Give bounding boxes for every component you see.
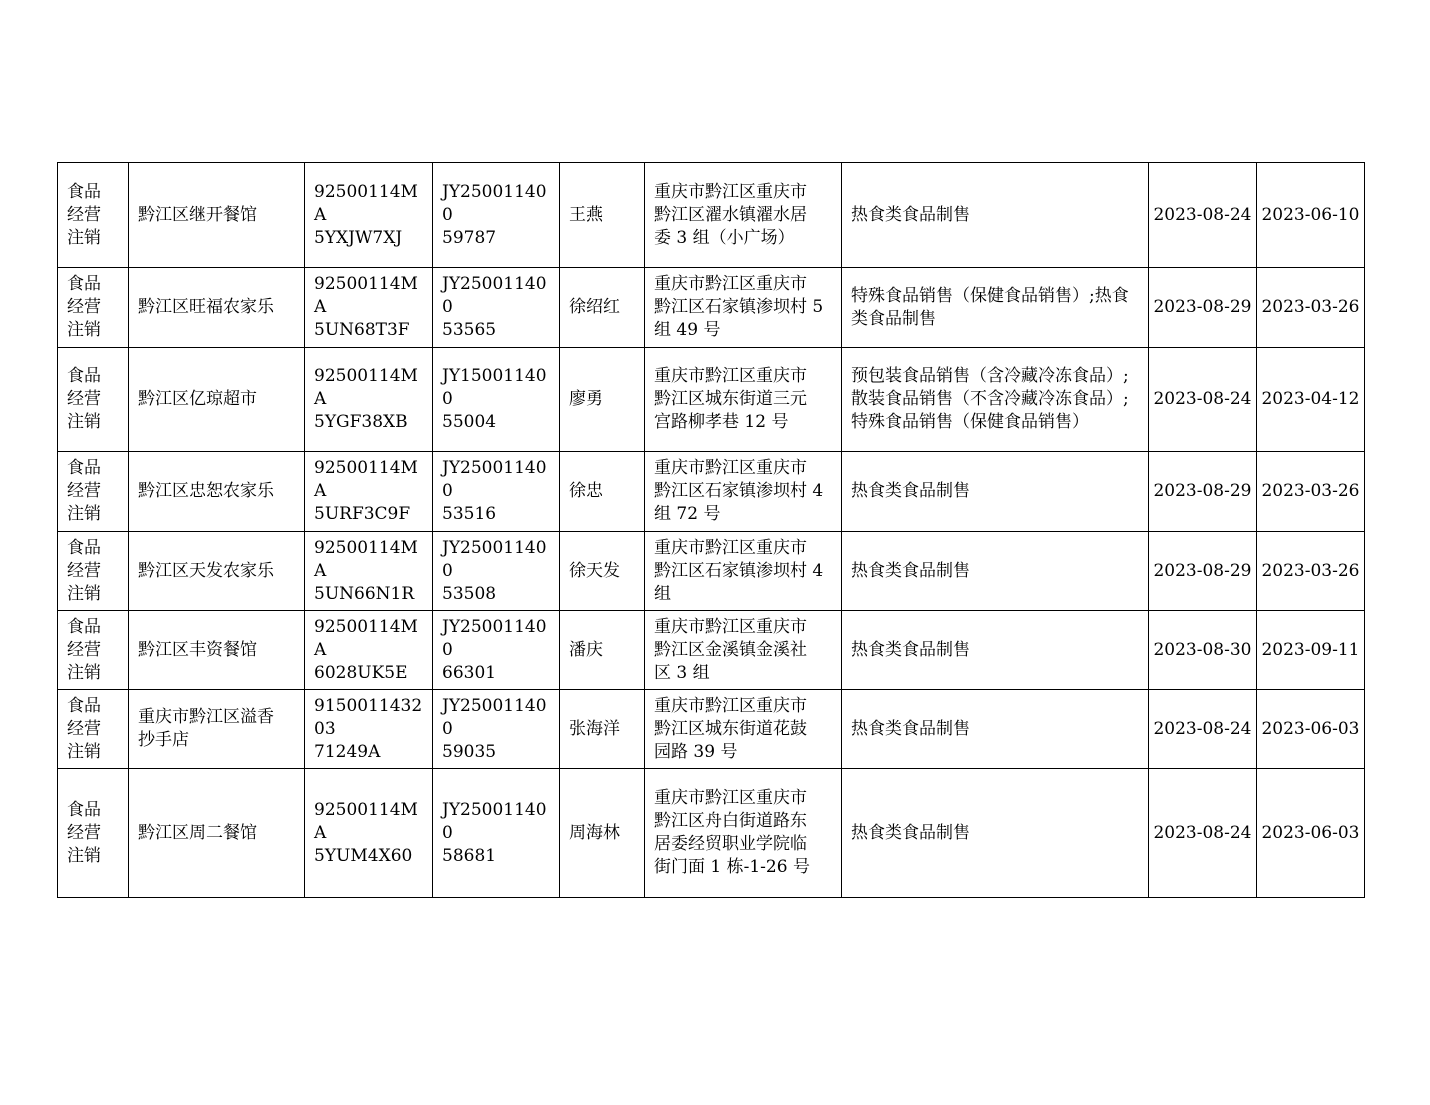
cell-type: 食品 经营 注销 (58, 348, 129, 452)
cell-license-number: JY150011400 55004 (433, 348, 560, 452)
table-row (58, 769, 1365, 898)
cell-date-1: 2023-08-29 (1149, 268, 1257, 348)
cell-address: 重庆市黔江区重庆市 黔江区城东街道三元 宫路柳孝巷 12 号 (645, 348, 842, 452)
cell-credit-code: 92500114MA 6028UK5E (305, 611, 433, 690)
cell-credit-code: 92500114MA 5YGF38XB (305, 348, 433, 452)
cell-type: 食品 经营 注销 (58, 163, 129, 268)
cell-legal-person: 徐绍红 (560, 268, 645, 348)
cell-credit-code: 915001143203 71249A (305, 690, 433, 769)
cell-business-scope: 热食类食品制售 (842, 163, 1149, 268)
cell-date-1: 2023-08-24 (1149, 163, 1257, 268)
cell-date-2: 2023-03-26 (1257, 452, 1365, 532)
cell-address: 重庆市黔江区重庆市 黔江区石家镇渗坝村 4 组 72 号 (645, 452, 842, 532)
cell-business-scope: 热食类食品制售 (842, 690, 1149, 769)
cell-license-number: JY250011400 53565 (433, 268, 560, 348)
cell-business-name: 黔江区忠恕农家乐 (129, 452, 305, 532)
cell-credit-code: 92500114MA 5YUM4X60 (305, 769, 433, 898)
cell-license-number: JY250011400 59787 (433, 163, 560, 268)
table-row (58, 452, 1365, 532)
cell-date-2: 2023-09-11 (1257, 611, 1365, 690)
cell-date-1: 2023-08-24 (1149, 348, 1257, 452)
cell-credit-code: 92500114MA 5URF3C9F (305, 452, 433, 532)
cell-business-scope: 热食类食品制售 (842, 769, 1149, 898)
cell-address: 重庆市黔江区重庆市 黔江区城东街道花鼓 园路 39 号 (645, 690, 842, 769)
table-row (58, 690, 1365, 769)
cell-business-name: 黔江区周二餐馆 (129, 769, 305, 898)
cell-credit-code: 92500114MA 5YXJW7XJ (305, 163, 433, 268)
cell-legal-person: 王燕 (560, 163, 645, 268)
cell-legal-person: 张海洋 (560, 690, 645, 769)
cell-business-scope: 预包装食品销售（含冷藏冷冻食品）; 散装食品销售（不含冷藏冷冻食品）; 特殊食品销售（保健食品销售） (842, 348, 1149, 452)
cell-address: 重庆市黔江区重庆市 黔江区濯水镇濯水居 委 3 组（小广场） (645, 163, 842, 268)
cell-business-name: 黔江区天发农家乐 (129, 532, 305, 611)
cell-type: 食品 经营 注销 (58, 532, 129, 611)
cell-credit-code: 92500114MA 5UN66N1R (305, 532, 433, 611)
records-table (57, 162, 1365, 898)
cell-date-2: 2023-03-26 (1257, 532, 1365, 611)
cell-license-number: JY250011400 53508 (433, 532, 560, 611)
cell-business-name: 黔江区继开餐馆 (129, 163, 305, 268)
cell-legal-person: 廖勇 (560, 348, 645, 452)
cell-type: 食品 经营 注销 (58, 611, 129, 690)
cell-date-2: 2023-06-03 (1257, 769, 1365, 898)
cell-address: 重庆市黔江区重庆市 黔江区舟白街道路东 居委经贸职业学院临 街门面 1 栋-1-26 号 (645, 769, 842, 898)
cell-date-2: 2023-06-03 (1257, 690, 1365, 769)
cell-date-1: 2023-08-24 (1149, 690, 1257, 769)
cell-type: 食品 经营 注销 (58, 690, 129, 769)
cell-business-scope: 热食类食品制售 (842, 452, 1149, 532)
cell-business-scope: 热食类食品制售 (842, 611, 1149, 690)
table-row (58, 163, 1365, 268)
cell-date-2: 2023-06-10 (1257, 163, 1365, 268)
cell-type: 食品 经营 注销 (58, 769, 129, 898)
cell-business-name: 重庆市黔江区溢香 抄手店 (129, 690, 305, 769)
cell-license-number: JY250011400 59035 (433, 690, 560, 769)
cell-address: 重庆市黔江区重庆市 黔江区金溪镇金溪社 区 3 组 (645, 611, 842, 690)
cell-address: 重庆市黔江区重庆市 黔江区石家镇渗坝村 4 组 (645, 532, 842, 611)
cell-legal-person: 潘庆 (560, 611, 645, 690)
cell-date-2: 2023-03-26 (1257, 268, 1365, 348)
table-row (58, 611, 1365, 690)
cell-legal-person: 徐天发 (560, 532, 645, 611)
table-row (58, 268, 1365, 348)
cell-license-number: JY250011400 53516 (433, 452, 560, 532)
cell-business-name: 黔江区旺福农家乐 (129, 268, 305, 348)
cell-business-scope: 热食类食品制售 (842, 532, 1149, 611)
cell-type: 食品 经营 注销 (58, 452, 129, 532)
cell-business-scope: 特殊食品销售（保健食品销售）;热食 类食品制售 (842, 268, 1149, 348)
cell-date-1: 2023-08-30 (1149, 611, 1257, 690)
table-row (58, 348, 1365, 452)
cell-date-1: 2023-08-29 (1149, 452, 1257, 532)
cell-business-name: 黔江区丰资餐馆 (129, 611, 305, 690)
cell-business-name: 黔江区亿琼超市 (129, 348, 305, 452)
cell-type: 食品 经营 注销 (58, 268, 129, 348)
table-row (58, 532, 1365, 611)
cell-address: 重庆市黔江区重庆市 黔江区石家镇渗坝村 5 组 49 号 (645, 268, 842, 348)
cell-license-number: JY250011400 58681 (433, 769, 560, 898)
cell-legal-person: 徐忠 (560, 452, 645, 532)
cell-date-2: 2023-04-12 (1257, 348, 1365, 452)
cell-legal-person: 周海林 (560, 769, 645, 898)
cell-date-1: 2023-08-29 (1149, 532, 1257, 611)
cell-credit-code: 92500114MA 5UN68T3F (305, 268, 433, 348)
cell-date-1: 2023-08-24 (1149, 769, 1257, 898)
table-body (58, 163, 1365, 898)
cell-license-number: JY250011400 66301 (433, 611, 560, 690)
